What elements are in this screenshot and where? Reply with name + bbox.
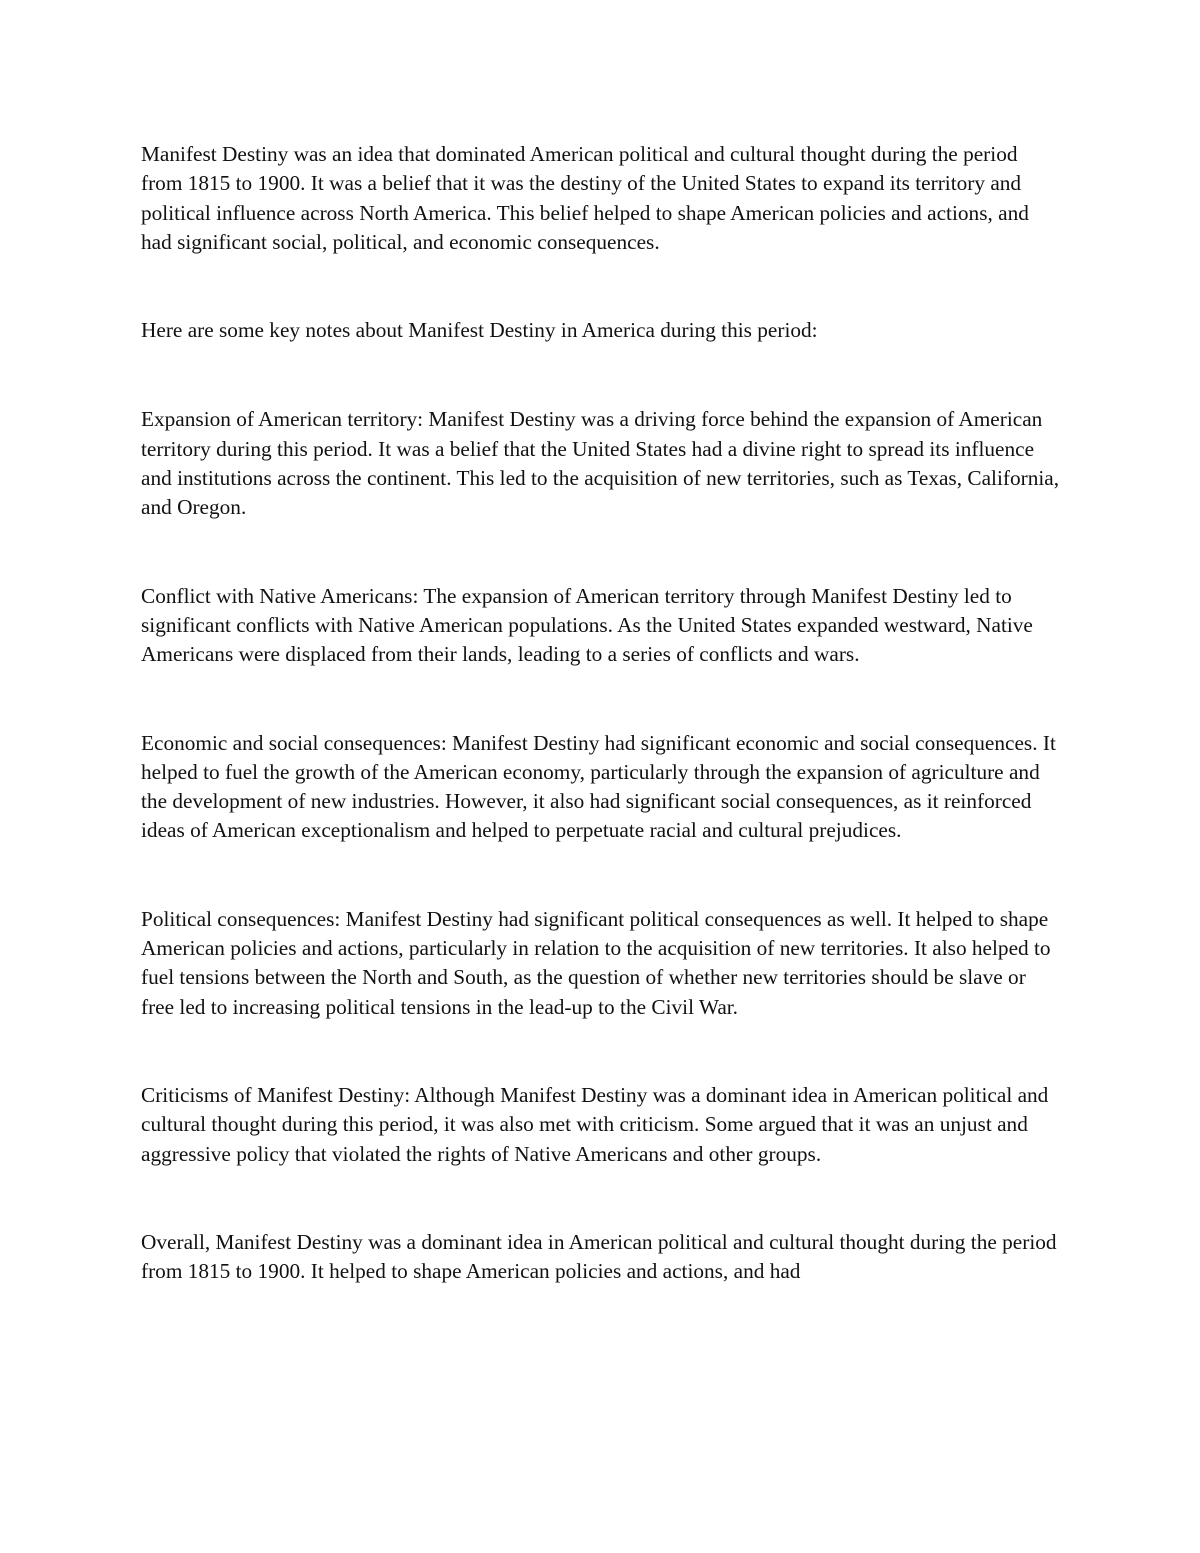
expansion-paragraph: Expansion of American territory: Manifest Destiny was a driving force behind the expansion of American territory during this period. It was a belief that the United States had a divine right to spread its influence and institutions across the continent. This led to the acquisition of new territories, such as Texas, California, and Oregon. xyxy=(141,407,1060,520)
intro-paragraph: Manifest Destiny was an idea that dominated American political and cultural thought during the period from 1815 to 1900. It was a belief that it was the destiny of the United States to expand its territory and political influence across North America. This belief helped to shape American policies and actions, and had significant social, political, and economic consequences. xyxy=(141,142,1029,254)
economic-social-paragraph: Economic and social consequences: Manifest Destiny had significant economic and social consequences. It helped to fuel the growth of the American economy, particularly through the expansion of agriculture and the development of new industries. However, it also had significant social consequences, as it reinforced ideas of American exceptionalism and helped to perpetuate racial and cultural prejudices. xyxy=(141,730,1056,843)
document-body xyxy=(141,140,1061,1345)
criticisms-paragraph: Criticisms of Manifest Destiny: Although Manifest Destiny was a dominant idea in American political and cultural thought during this period, it was also met with criticism. Some argued that it was an unjust and aggressive policy that violated the rights of Native Americans and other groups. xyxy=(141,1082,1049,1166)
overall-paragraph: Overall, Manifest Destiny was a dominant idea in American political and cultural thought during the period from 1815 to 1900. It helped to shape American policies and actions, and had xyxy=(141,1229,1057,1284)
key-notes-lead-paragraph: Here are some key notes about Manifest Destiny in America during this period: xyxy=(141,318,818,343)
political-paragraph: Political consequences: Manifest Destiny had significant political consequences as well. It helped to shape American policies and actions, particularly in relation to the acquisition of new territories. It also helped to fuel tensions between the North and South, as the question of whether new territories should be slave or free led to increasing political tensions in the lead-up to the Civil War. xyxy=(141,906,1051,1019)
native-americans-paragraph: Conflict with Native Americans: The expansion of American territory through Manifest Destiny led to significant conflicts with Native American populations. As the United States expanded westward, Native Americans were displaced from their lands, leading to a series of conflicts and wars. xyxy=(141,583,1033,667)
